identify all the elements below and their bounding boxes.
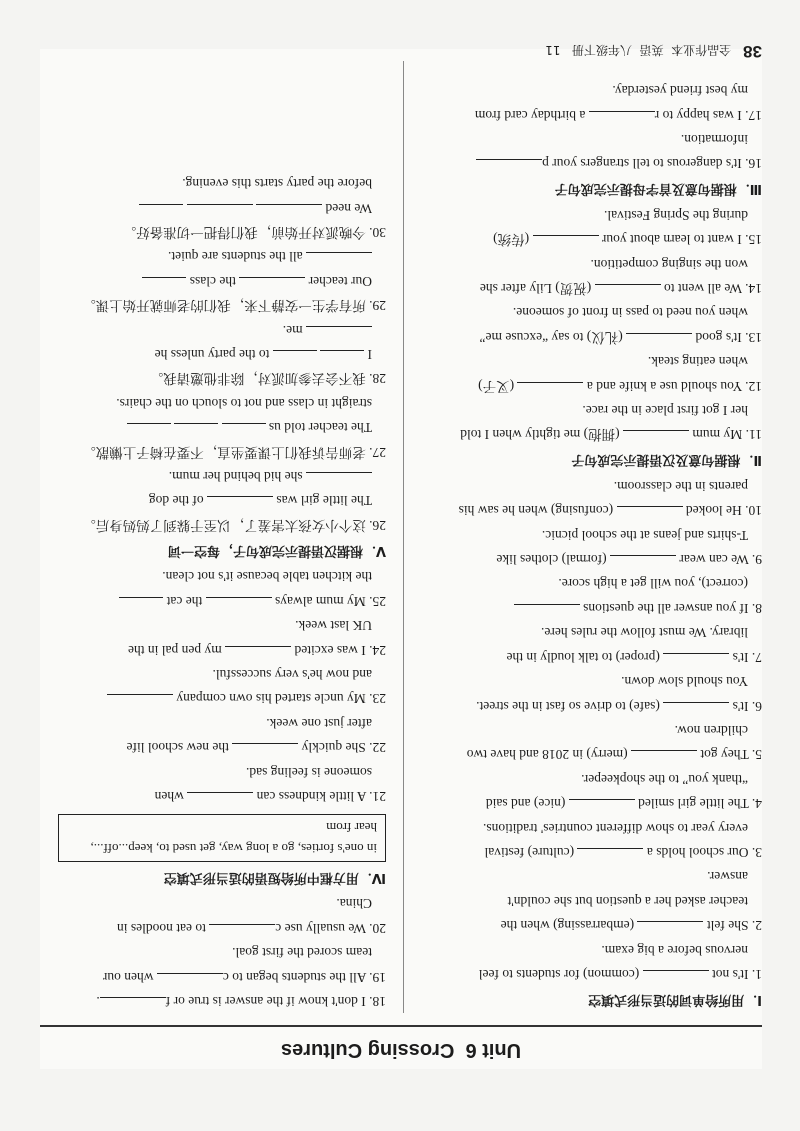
blank[interactable]: [225, 646, 291, 660]
section-2-heading: Ⅱ．根据句意及汉语提示完成句子: [571, 452, 762, 468]
question-25-cont: the kitchen table because it's not clean.: [162, 569, 372, 585]
blank[interactable]: [610, 555, 676, 569]
question-28-cont2: me.: [48, 317, 386, 341]
question-26: 26. 这个小女孩太害羞了，以至于躲到了妈妈身后。: [82, 517, 386, 533]
question-26-cont2: she hid behind her mum.: [48, 464, 386, 488]
question-22: 22. She quickly the new school life: [126, 740, 386, 756]
blank[interactable]: [306, 326, 372, 340]
question-8-cont: (correct), you will get a high score.: [558, 576, 748, 592]
question-27-cont: The teacher told us: [48, 415, 386, 439]
blank[interactable]: [320, 350, 364, 364]
blank[interactable]: [157, 973, 223, 987]
question-16: 16. It's dangerous to tell strangers your p: [424, 151, 762, 175]
question-21: 21. A little kindness can when: [154, 788, 386, 804]
phrase-box: in one's forties, go a long way, get used to, keep...off..., hear from: [58, 814, 386, 862]
blank[interactable]: [663, 653, 729, 667]
question-29: 29. 所有学生一安静下来，我们的老师就开始上课。: [82, 298, 386, 314]
question-1: 1. It's not (common) for students to feel: [478, 967, 762, 982]
question-11: 11. My mum (拥抱) me tightly when I told: [460, 427, 762, 443]
blank[interactable]: [589, 111, 655, 125]
question-27-cont2: straight in class and not to slouch on the chairs.: [116, 395, 372, 411]
blank[interactable]: [518, 382, 584, 396]
section-3-heading: Ⅲ．根据句意及首字母提示完成句子: [554, 181, 762, 197]
blank[interactable]: [306, 472, 372, 486]
question-24-cont: UK last week.: [295, 618, 372, 634]
blank[interactable]: [187, 792, 253, 806]
blank[interactable]: [569, 799, 635, 813]
question-23: 23. My uncle started his own company: [48, 686, 386, 710]
question-11-cont: her I got first place in the race.: [582, 403, 748, 419]
question-23-cont: and now he's very successful.: [212, 666, 372, 682]
question-29-cont2: all the students are quiet.: [48, 244, 386, 268]
question-15: 15. I want to learn about your (传统): [493, 232, 762, 248]
blank[interactable]: [107, 694, 173, 708]
blank[interactable]: [631, 750, 697, 764]
question-24: 24. I was excited my pen pal in the: [128, 642, 386, 658]
question-2-cont: teacher asked her a question but she couldn't: [507, 893, 748, 909]
question-10: 10. He looked (confusing) when he saw his: [458, 503, 762, 519]
blank[interactable]: [222, 423, 266, 437]
blank[interactable]: [273, 350, 317, 364]
question-27: 27. 老师告诉我们上课要坐直，不要在椅子上懒散。: [82, 444, 386, 460]
blank[interactable]: [139, 204, 183, 218]
section-4-heading: Ⅳ．用方框中所给短语的适当形式填空: [163, 869, 386, 885]
question-17: 17. I was happy to r a birthday card from: [474, 107, 762, 123]
blank[interactable]: [617, 506, 683, 520]
blank[interactable]: [623, 430, 689, 444]
question-18: 18. I don't know if the answer is true or f.: [96, 994, 386, 1009]
blank[interactable]: [476, 159, 542, 173]
question-9: 9. We can wear (formal) clothes like: [496, 552, 762, 568]
unit-name: Crossing Cultures: [280, 1039, 455, 1061]
question-16-cont: information.: [680, 132, 748, 147]
section-5-heading: Ⅴ．根据汉语提示完成句子，每空一词: [167, 542, 386, 558]
blank[interactable]: [306, 252, 372, 266]
question-5: 5. They got (merry) in 2018 and have two: [466, 747, 762, 763]
blank[interactable]: [256, 204, 322, 218]
question-20: 20. We usually use c to eat noodles in: [116, 920, 386, 936]
header: [40, 1029, 762, 1069]
blank[interactable]: [595, 284, 661, 298]
blank[interactable]: [174, 423, 218, 437]
unit-number: Unit 6: [465, 1039, 522, 1061]
question-26-cont: The little girl was of the dog: [148, 493, 372, 509]
blank[interactable]: [514, 604, 580, 618]
column-divider: [403, 61, 404, 1013]
question-30-cont: We need: [48, 195, 386, 219]
question-14-cont: won the singing competition.: [590, 256, 748, 272]
question-28-cont: I to the party unless he: [154, 347, 372, 363]
blank[interactable]: [663, 702, 729, 716]
blank[interactable]: [142, 277, 186, 291]
grade-name: 八年级下册: [571, 43, 632, 57]
blank[interactable]: [232, 743, 298, 757]
question-13: 13. It's good (礼仪) to say “excuse me”: [479, 329, 762, 345]
question-3-cont: every year to show different countries' traditions.: [483, 820, 748, 836]
question-5-cont: children now.: [674, 722, 748, 738]
blank[interactable]: [187, 204, 253, 218]
blank[interactable]: [578, 848, 644, 862]
question-22-cont: after just one week.: [266, 715, 372, 731]
question-7-cont: library. We must follow the rules here.: [541, 625, 748, 641]
question-20-cont: China.: [336, 896, 372, 912]
question-9-cont: T-shirts and jeans at the school picnic.: [541, 527, 748, 543]
question-8: 8. If you answer all the questions: [424, 596, 762, 620]
question-17-cont: my best friend yesterday.: [612, 83, 748, 99]
question-6-cont: You should slow down.: [621, 674, 748, 690]
blank[interactable]: [638, 921, 704, 935]
blank[interactable]: [239, 277, 305, 291]
page-number: 38: [743, 42, 762, 61]
question-29-cont: Our teacher the class: [48, 268, 386, 292]
footer: [40, 41, 762, 61]
worksheet: [40, 42, 762, 1069]
question-12-cont: when eating steak.: [647, 354, 748, 370]
question-30-cont2: before the party starts this evening.: [182, 176, 372, 192]
question-19: 19. All the students began to c when our: [102, 969, 386, 985]
question-25: 25. My mum always the cat: [48, 588, 386, 612]
header-rule: [40, 1025, 762, 1027]
right-column: [48, 171, 386, 1013]
question-3: 3. Our school holds a (culture) festival: [484, 844, 762, 860]
question-21-cont: someone is feeling sad.: [246, 764, 372, 780]
unit-title: [40, 1038, 762, 1061]
question-13-cont: when you need to pass in front of someone.: [512, 305, 748, 321]
question-6: 6. It's (safe) to drive so fast in the street.: [476, 698, 762, 714]
subject-name: 英语: [639, 43, 664, 57]
blank[interactable]: [100, 997, 166, 1011]
question-2: 2. She felt (embarrassing) when the: [500, 918, 762, 934]
question-2-cont2: answer.: [707, 869, 748, 885]
question-28: 28. 我不会去参加派对，除非他邀请我。: [149, 371, 386, 387]
left-column: [424, 78, 762, 1013]
blank[interactable]: [209, 924, 275, 938]
question-7: 7. It's (proper) to talk loudly in the: [506, 649, 762, 665]
question-10-cont: parents in the classroom.: [613, 478, 748, 494]
footer-code: 11: [545, 43, 561, 57]
blank[interactable]: [127, 423, 171, 437]
blank[interactable]: [626, 333, 692, 347]
question-19-cont: team scored the first goal.: [232, 945, 372, 961]
question-14: 14. We all went to (祝贺) Lily after she: [479, 281, 762, 297]
question-1-cont: nervous before a big exam.: [601, 942, 748, 958]
question-15-cont: during the Spring Festival.: [604, 207, 748, 223]
question-4: 4. The little girl smiled (nice) and said: [485, 796, 762, 812]
question-4-cont: “thank you” to the shopkeeper.: [581, 771, 748, 787]
blank[interactable]: [643, 970, 709, 984]
question-30: 30. 今晚派对开始前，我们得把一切准备好。: [122, 225, 386, 241]
blank[interactable]: [206, 597, 272, 611]
question-12: 12. You should use a knife and a (叉子): [478, 378, 762, 394]
series-name: 全品作业本: [671, 43, 732, 57]
section-1-heading: Ⅰ．用所给单词的适当形式填空: [588, 992, 762, 1007]
blank[interactable]: [533, 235, 599, 249]
blank[interactable]: [119, 597, 163, 611]
blank[interactable]: [207, 497, 273, 511]
